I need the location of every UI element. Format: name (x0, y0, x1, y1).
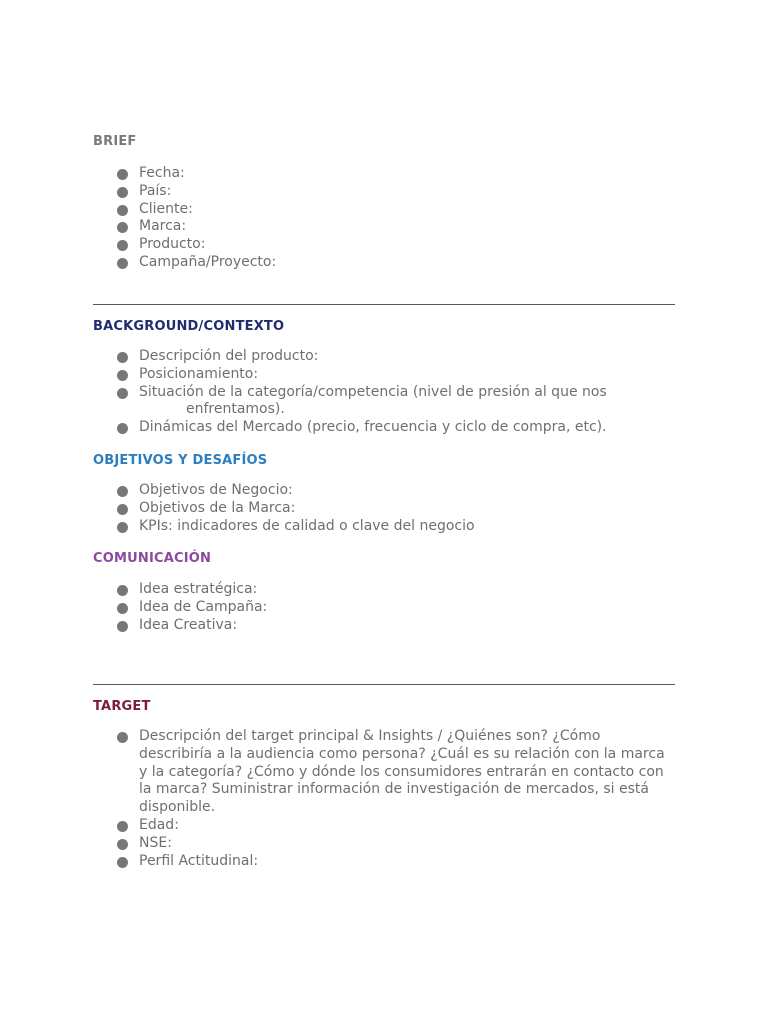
bullet-icon (117, 522, 128, 533)
list-item: Descripción del producto: (93, 348, 675, 366)
section-divider (93, 684, 675, 685)
bullet-icon (117, 222, 128, 233)
section-heading-target: TARGET (93, 699, 151, 714)
target-list (93, 728, 675, 870)
list-item: Campaña/Proyecto: (93, 254, 675, 272)
bullet-icon (117, 240, 128, 251)
section-heading-background: BACKGROUND/CONTEXTO (93, 319, 285, 334)
list-item: Producto: (93, 236, 675, 254)
bullet-icon (117, 732, 128, 743)
bullet-icon (117, 857, 128, 868)
comunicacion-list (93, 581, 675, 634)
list-item: Objetivos de Negocio: (93, 482, 675, 500)
bullet-icon (117, 621, 128, 632)
section-heading-objetivos: OBJETIVOS Y DESAFÍOS (93, 453, 268, 468)
bullet-icon (117, 504, 128, 515)
list-item: Situación de la categoría/competencia (nivel de presión al que nos enfrentamos). (93, 384, 675, 420)
list-item: Descripción del target principal & Insights / ¿Quiénes son? ¿Cómo describiría a la audiencia como persona? ¿Cuál es su relación con la marca y la categoría? ¿Cómo y dónde los consumidores entrarán en contacto con la marca? Suministrar información de investigación de mercados, si está disponible. (93, 728, 675, 817)
section-heading-brief: BRIEF (93, 134, 137, 149)
list-item: Edad: (93, 817, 675, 835)
bullet-icon (117, 839, 128, 850)
list-item: Idea de Campaña: (93, 599, 675, 617)
list-item: Dinámicas del Mercado (precio, frecuencia y ciclo de compra, etc). (93, 419, 675, 437)
list-item: KPIs: indicadores de calidad o clave del negocio (93, 518, 675, 536)
bullet-icon (117, 821, 128, 832)
bullet-icon (117, 388, 128, 399)
bullet-icon (117, 258, 128, 269)
bullet-icon (117, 486, 128, 497)
list-item: Marca: (93, 218, 675, 236)
bullet-icon (117, 205, 128, 216)
list-item: NSE: (93, 835, 675, 853)
background-list (93, 348, 675, 437)
bullet-icon (117, 169, 128, 180)
section-divider (93, 304, 675, 305)
bullet-icon (117, 603, 128, 614)
bullet-icon (117, 423, 128, 434)
list-item: Fecha: (93, 165, 675, 183)
list-item: Posicionamiento: (93, 366, 675, 384)
bullet-icon (117, 352, 128, 363)
list-item: Idea estratégica: (93, 581, 675, 599)
section-heading-comunicacion: COMUNICACIÓN (93, 551, 212, 566)
bullet-icon (117, 370, 128, 381)
bullet-icon (117, 585, 128, 596)
list-item: Perfil Actitudinal: (93, 853, 675, 871)
list-item: Idea Creativa: (93, 617, 675, 635)
list-item: Objetivos de la Marca: (93, 500, 675, 518)
list-item: Cliente: (93, 201, 675, 219)
list-item: País: (93, 183, 675, 201)
brief-list (93, 165, 675, 272)
objetivos-list (93, 482, 675, 535)
bullet-icon (117, 187, 128, 198)
